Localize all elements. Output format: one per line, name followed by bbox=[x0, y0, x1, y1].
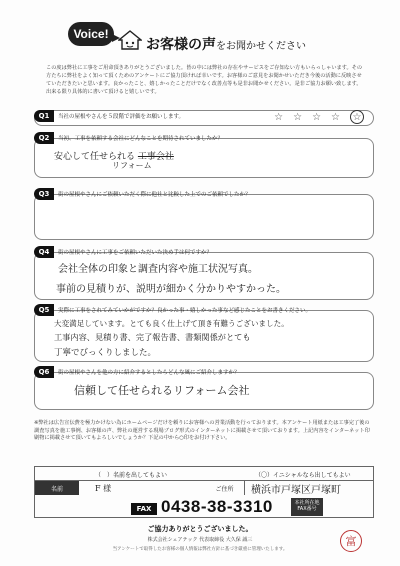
page-title bbox=[146, 34, 306, 54]
company-stamp: 富 bbox=[340, 530, 362, 552]
question-text: 街の屋根やさんにご依頼いただく際に他社と比較した上でのご依頼でしたか？ bbox=[58, 192, 251, 198]
question-1 bbox=[34, 110, 374, 132]
house-icon bbox=[118, 30, 142, 50]
title-sub: をお聞かせください bbox=[216, 41, 306, 52]
question-2 bbox=[34, 132, 374, 182]
question-6 bbox=[34, 366, 374, 412]
intro-text: この度は弊社に工事をご用命頂きありがとうございました。皆の中には弊社の存在やサービスをご存知ない方もいらっしゃいます。その方たちに弊社をよく知って頂くためのアンケートにご協力頂ければ幸いです。お客様のご意見をお聞かせいただき今後の活動に反映させていただきたいと思います。良かったこと、嬉しかったことだけでなく改善点等も是非お聞かせください。是非ご協力お願い致します。出来る限り具体的に書いて頂けると嬉しいです。 bbox=[46, 65, 363, 95]
thanks-text: ご協力ありがとうございました。 bbox=[147, 525, 253, 533]
handwritten-answer-line: 丁寧でびっくりしました。 bbox=[54, 348, 157, 358]
fax-side-label: 本社所在地 FAX番号 bbox=[291, 498, 323, 516]
handwritten-answer-line: 大変満足しています。とても良く仕上げて頂き有難うございました。 bbox=[54, 319, 289, 328]
question-text: 街の屋根やさんに工事をご依頼いただいた決め手は何ですか？ bbox=[58, 250, 213, 256]
star-icon-selected[interactable]: ☆ bbox=[350, 110, 364, 124]
address-value: 横浜市戸塚区戸塚町 bbox=[251, 485, 341, 496]
question-text: 実際に工事をされてみていかがですか？良かった事・嬉しかった事など感じたことをお書きください。 bbox=[58, 308, 312, 314]
question-number: Q2 bbox=[34, 132, 54, 144]
privacy-note: ※弊社は広告宣伝費を極力かけない為にホームページだけを頼りにお客様への営業活動を行っております。本アンケート用紙または工事完了後の調査写真を施工事例、お客様の声、弊社の運営する現場ブログ形式のインターネットに掲載させて頂いております。上記内容をインターネット印刷物に掲載させて頂いてもよろしいでしょうか？下記の中から○印をお付け下さい。 bbox=[34, 420, 370, 441]
question-text: 当社の屋根やさんを５段階で評価をお願いします。 bbox=[58, 114, 185, 120]
question-5 bbox=[34, 304, 374, 364]
question-4 bbox=[34, 246, 374, 300]
rating-stars bbox=[274, 112, 364, 124]
title-main: お客様の声 bbox=[146, 37, 216, 53]
name-ok-option[interactable]: （ ）名前を出してもよい bbox=[95, 472, 168, 479]
question-text: 当初、工事を依頼する会社にどんなことを期待されていましたか？ bbox=[58, 136, 224, 142]
company-name: 株式会社シェアテック 代表取締役 大久保 誠三 bbox=[147, 537, 253, 543]
handwritten-answer-line: 工事内容、見積り書、完了報告書、書類関係がとても bbox=[54, 332, 251, 342]
name-label: 名前 bbox=[35, 481, 79, 495]
answer-box bbox=[34, 194, 374, 240]
handwritten-answer-line: 会社全体の印象と調査内容や施工状況写真。 bbox=[58, 264, 258, 275]
question-3 bbox=[34, 188, 374, 242]
handwritten-answer-insert: リフォーム bbox=[112, 161, 152, 170]
question-number: Q6 bbox=[34, 366, 54, 378]
voice-badge: Voice! bbox=[68, 22, 114, 46]
question-text: 街の屋根やさんを他の方に紹介するとしたらどんな風にご紹介しますか？ bbox=[58, 370, 240, 376]
star-icon[interactable]: ☆ bbox=[274, 112, 284, 123]
question-number: Q3 bbox=[34, 188, 54, 200]
address-label: ご住所 bbox=[205, 481, 245, 495]
handwritten-answer: 安心して任せられる 工事会社 bbox=[54, 152, 174, 162]
consent-form bbox=[34, 466, 374, 518]
star-icon[interactable]: ☆ bbox=[331, 112, 340, 123]
footnote: 当アンケートで取得したお客様の個人情報は弊社方針に基づき厳重に管理いたします。 bbox=[112, 547, 288, 552]
question-number: Q4 bbox=[34, 246, 54, 258]
star-icon[interactable]: ☆ bbox=[312, 112, 322, 123]
question-number: Q1 bbox=[34, 110, 54, 122]
question-number: Q5 bbox=[34, 304, 54, 316]
handwritten-answer: 信頼して任せられるリフォーム会社 bbox=[74, 384, 250, 397]
fax-number: 0438-38-3310 bbox=[161, 497, 273, 516]
star-icon[interactable]: ☆ bbox=[293, 112, 303, 123]
initial-ok-option[interactable]: （〇）イニシャルなら出してもよい bbox=[255, 472, 351, 479]
handwritten-answer-line: 事前の見積りが、説明が細かく分かりやすかった。 bbox=[56, 284, 286, 295]
name-value: F 様 bbox=[95, 484, 112, 493]
fax-tag: FAX bbox=[131, 503, 157, 515]
